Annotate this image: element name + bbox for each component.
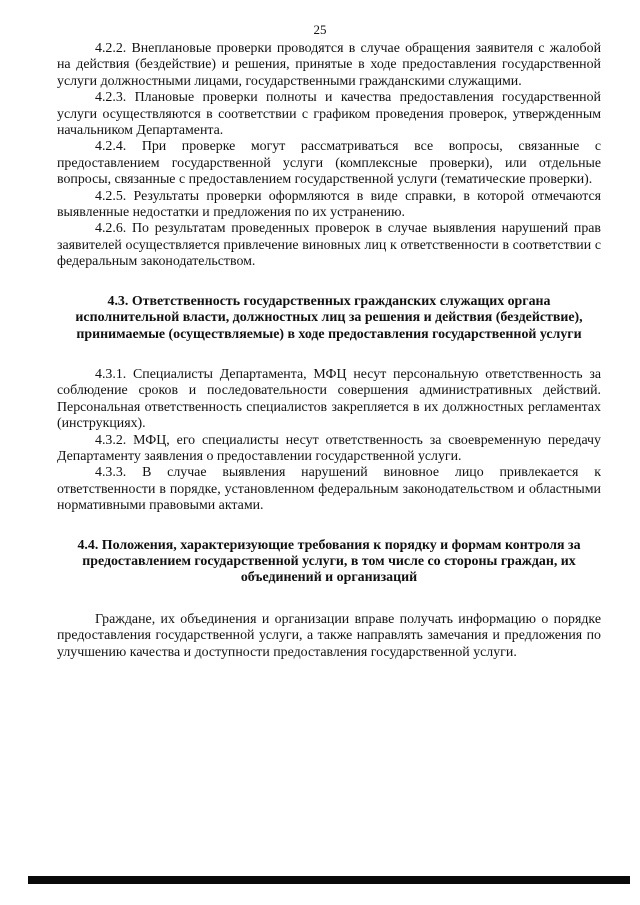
section-heading-4-3: 4.3. Ответственность государственных гражданских служащих органа исполнительной власти, должностных лиц за решения и действия (бездействие), принимаемые (осуществляемые) в ходе предоставления государственной услуги (75, 293, 583, 342)
paragraph-4-3-2: 4.3.2. МФЦ, его специалисты несут ответственность за своевременную передачу Департаменту заявления о предоставлении государственной услуги. (57, 432, 601, 464)
page-number: 25 (313, 22, 327, 37)
paragraph-4-4: Граждане, их объединения и организации вправе получать информацию о порядке предоставления государственной услуги, а также направлять замечания и предложения по улучшению качества и доступности предоставления государственной услуги. (57, 611, 601, 660)
paragraph-4-2-5: 4.2.5. Результаты проверки оформляются в виде справки, в которой отмечаются выявленные недостатки и предложения по их устранению. (57, 188, 601, 221)
paragraph-4-2-6: 4.2.6. По результатам проведенных проверок в случае выявления нарушений прав заявителей осуществляется привлечение виновных лиц к ответственности в соответствии с федеральным законодательством. (57, 221, 601, 270)
document-body (57, 41, 601, 661)
paragraph-4-3-1: 4.3.1. Специалисты Департамента, МФЦ несут персональную ответственность за соблюдение сроков и последовательности совершения административных действий. Персональная ответственность специалистов закрепляется в их должностных регламентах (инструкциях). (57, 366, 601, 432)
section-heading-4-4: 4.4. Положения, характеризующие требования к порядку и формам контроля за предоставлением государственной услуги, в том числе со стороны граждан, их объединений и организаций (77, 537, 581, 586)
footer-bar (28, 876, 630, 884)
paragraph-4-2-2: 4.2.2. Внеплановые проверки проводятся в случае обращения заявителя с жалобой на действия (бездействие) и решения, принятые в ходе предоставления государственной услуги должностными лицами, государственными гражданскими служащими. (57, 41, 601, 89)
paragraph-4-3-3: 4.3.3. В случае выявления нарушений виновное лицо привлекается к ответственности в порядке, установленном федеральным законодательством и областными нормативными правовыми актами. (57, 465, 601, 514)
paragraph-4-2-3: 4.2.3. Плановые проверки полноты и качества предоставления государственной услуги осуществляются в соответствии с графиком проведения проверок, утвержденным начальником Департамента. (57, 90, 601, 139)
paragraph-4-2-4: 4.2.4. При проверке могут рассматриваться все вопросы, связанные с предоставлением государственной услуги (комплексные проверки), или отдельные вопросы, связанные с предоставлением государственной услуги (тематические проверки). (57, 139, 601, 188)
